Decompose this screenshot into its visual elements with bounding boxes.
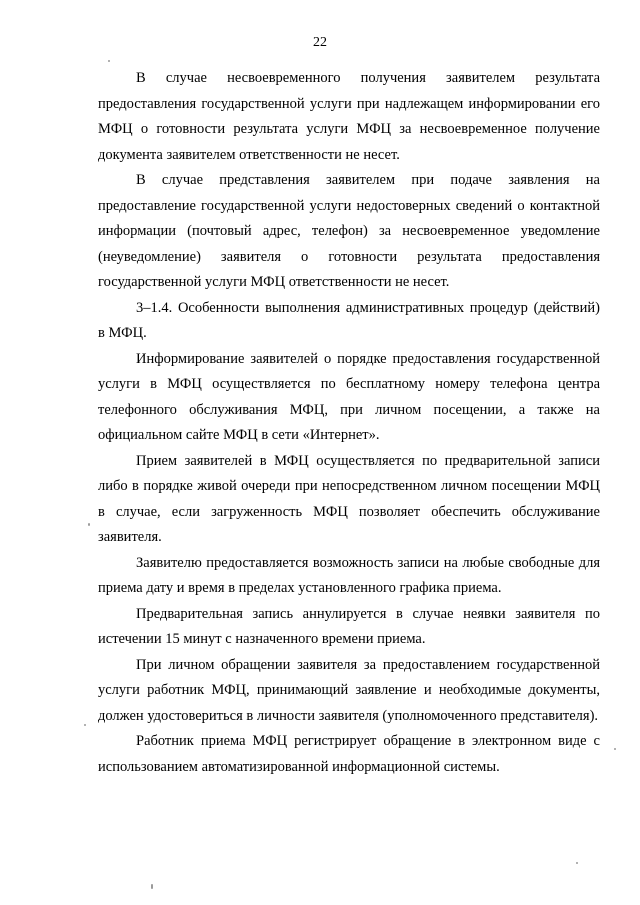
- paragraph-registration: Работник приема МФЦ регистрирует обращение в электронном виде с использованием автоматизированной информационной системы.: [98, 733, 600, 775]
- paragraph-inaccurate-info: В случае представления заявителем при подаче заявления на предоставление государственной услуги недостоверных сведений о контактной информации (почтовый адрес, телефон) за несвоевременное уведомление (неуведомление) заявителя о готовности результата предоставления государственной услуги МФЦ ответственности не несет.: [98, 172, 600, 290]
- paragraph-late-receipt: В случае несвоевременного получения заявителем результата предоставления государственной услуги при надлежащем информировании его МФЦ о готовности результата услуги МФЦ за несвоевременное получение документа заявителем ответственности не несет.: [98, 70, 600, 163]
- scan-speck: [88, 523, 90, 526]
- section-heading-mfc-procedures: 3–1.4. Особенности выполнения административных процедур (действий) в МФЦ.: [98, 299, 600, 341]
- paragraph-identity-check: При личном обращении заявителя за предоставлением государственной услуги работник МФЦ, принимающий заявление и необходимые документы, должен удостовериться в личности заявителя (уполномоченного представителя).: [98, 656, 600, 724]
- paragraph-cancellation: Предварительная запись аннулируется в случае неявки заявителя по истечении 15 минут с назначенного времени приема.: [98, 605, 600, 647]
- paragraph-appointment: Заявителю предоставляется возможность записи на любые свободные для приема дату и время в пределах установленного графика приема.: [98, 554, 600, 596]
- paragraph-informing: Информирование заявителей о порядке предоставления государственной услуги в МФЦ осуществляется по бесплатному номеру телефона центра телефонного обслуживания МФЦ, при личном посещении, а также на официальном сайте МФЦ в сети «Интернет».: [98, 350, 600, 443]
- scan-speck: [108, 60, 110, 62]
- scan-speck: [151, 884, 153, 889]
- paragraph-reception: Прием заявителей в МФЦ осуществляется по предварительной записи либо в порядке живой очереди при непосредственном личном посещении МФЦ в случае, если загруженность МФЦ позволяет обеспечить обслуживание заявителя.: [98, 452, 600, 545]
- scan-speck: [614, 748, 616, 750]
- scan-speck: [84, 724, 86, 726]
- scan-speck: [576, 862, 578, 864]
- page-number: 22: [313, 35, 327, 50]
- document-body: [98, 66, 600, 780]
